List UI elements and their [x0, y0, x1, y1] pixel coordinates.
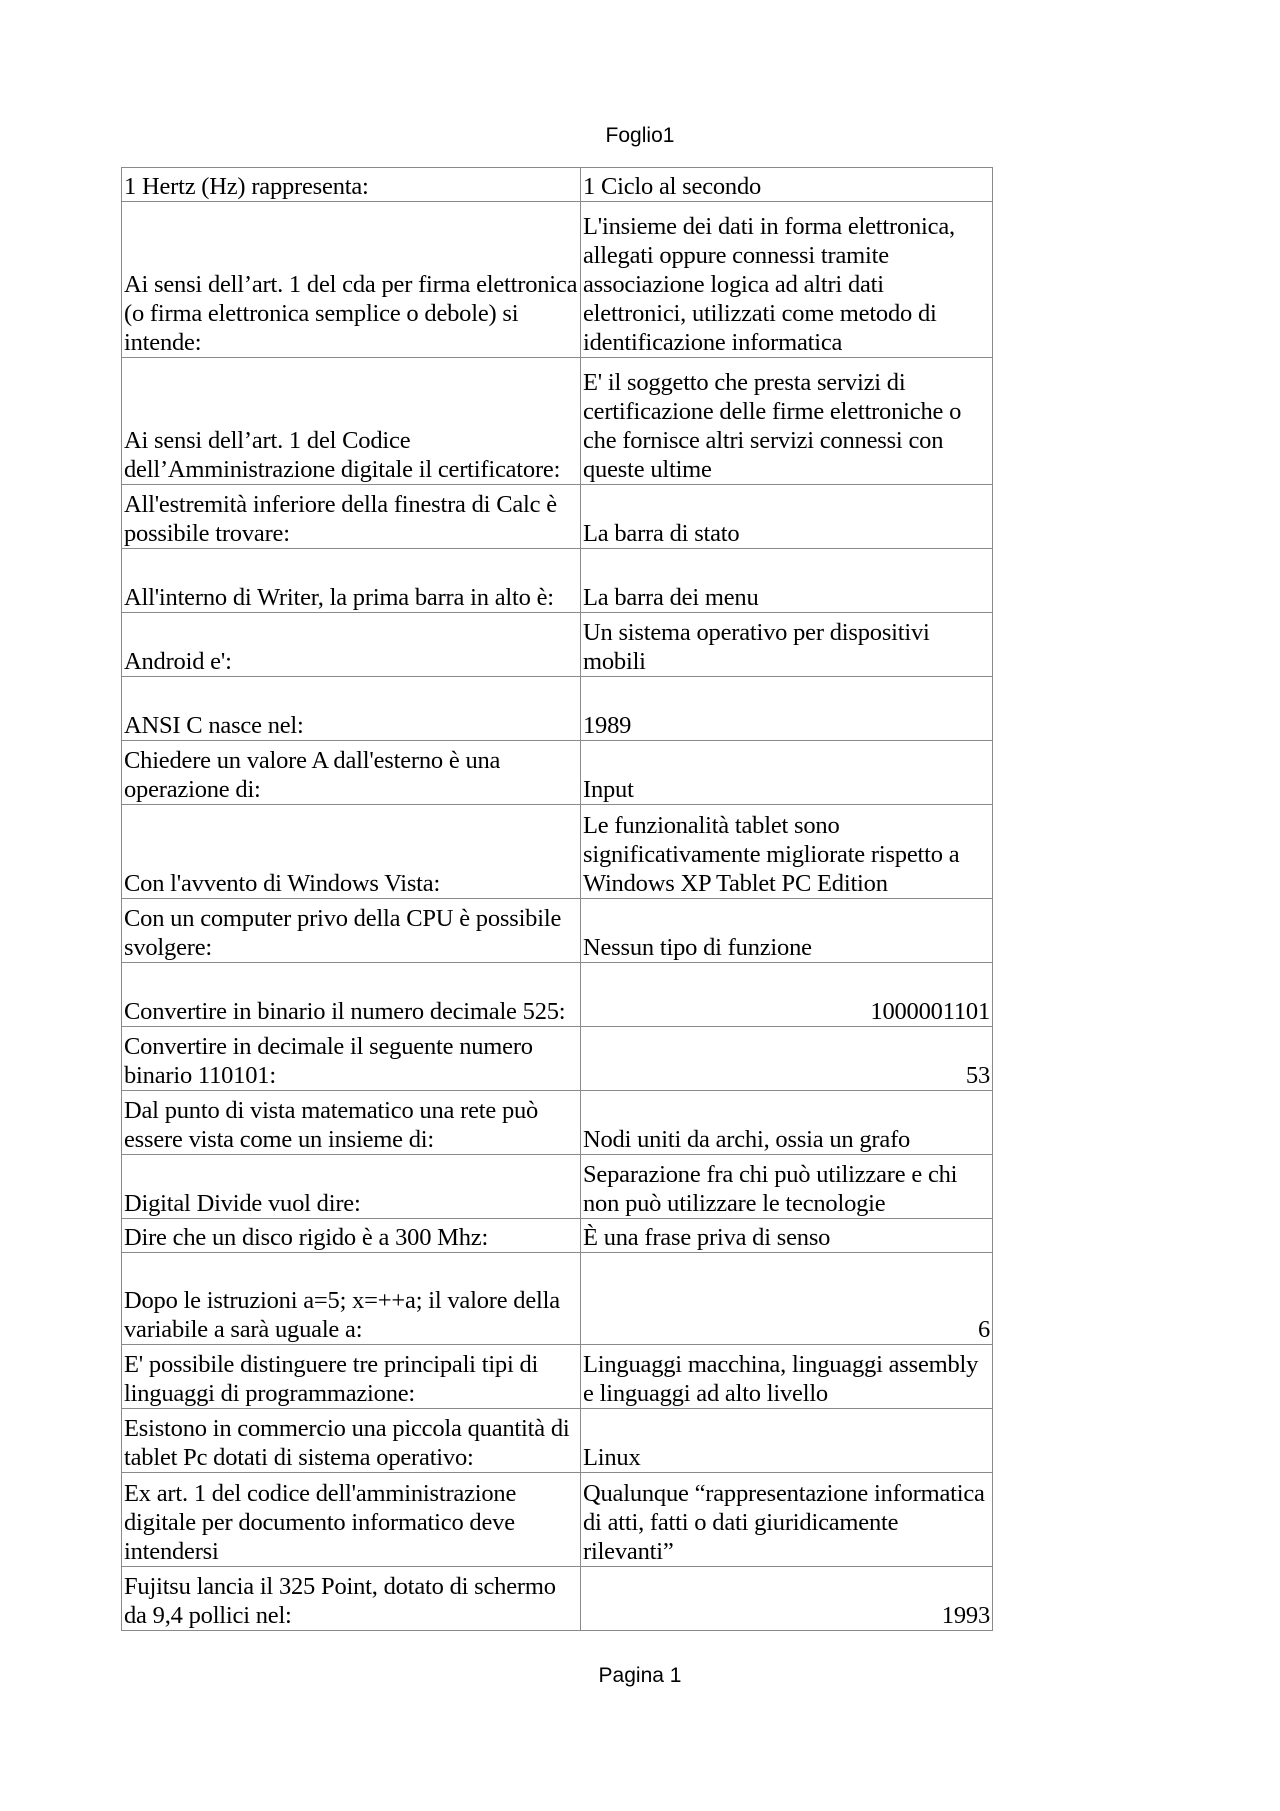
table-row: [122, 963, 993, 1027]
question-cell: All'estremità inferiore della finestra di Calc è possibile trovare:: [122, 485, 581, 549]
answer-cell: Un sistema operativo per dispositivi mobili: [581, 613, 993, 677]
table-row: [122, 1567, 993, 1631]
question-cell: 1 Hertz (Hz) rappresenta:: [122, 168, 581, 202]
table-row: [122, 549, 993, 613]
question-cell: Ai sensi dell’art. 1 del cda per firma elettronica (o firma elettronica semplice o debole) si intende:: [122, 202, 581, 358]
question-cell: Convertire in binario il numero decimale 525:: [122, 963, 581, 1027]
question-cell: Convertire in decimale il seguente numero binario 110101:: [122, 1027, 581, 1091]
answer-cell: 1000001101: [581, 963, 993, 1027]
answer-cell: Linguaggi macchina, linguaggi assembly e linguaggi ad alto livello: [581, 1345, 993, 1409]
table-row: [122, 1253, 993, 1345]
answer-cell: 6: [581, 1253, 993, 1345]
table-row: [122, 1473, 993, 1567]
answer-cell: La barra dei menu: [581, 549, 993, 613]
answer-cell: Separazione fra chi può utilizzare e chi non può utilizzare le tecnologie: [581, 1155, 993, 1219]
spreadsheet-table: [121, 167, 993, 1631]
table-row: [122, 202, 993, 358]
question-cell: Fujitsu lancia il 325 Point, dotato di schermo da 9,4 pollici nel:: [122, 1567, 581, 1631]
question-cell: Con l'avvento di Windows Vista:: [122, 805, 581, 899]
table-row: [122, 1409, 993, 1473]
question-cell: Chiedere un valore A dall'esterno è una operazione di:: [122, 741, 581, 805]
answer-cell: 1993: [581, 1567, 993, 1631]
answer-cell: Nessun tipo di funzione: [581, 899, 993, 963]
answer-cell: Input: [581, 741, 993, 805]
question-cell: ANSI C nasce nel:: [122, 677, 581, 741]
table-row: [122, 168, 993, 202]
question-cell: Dal punto di vista matematico una rete può essere vista come un insieme di:: [122, 1091, 581, 1155]
answer-cell: 1989: [581, 677, 993, 741]
answer-cell: Linux: [581, 1409, 993, 1473]
answer-cell: L'insieme dei dati in forma elettronica, allegati oppure connessi tramite associazione logica ad altri dati elettronici, utilizzati come metodo di identificazione informatica: [581, 202, 993, 358]
table-row: [122, 741, 993, 805]
question-cell: Android e':: [122, 613, 581, 677]
question-cell: All'interno di Writer, la prima barra in alto è:: [122, 549, 581, 613]
table-row: [122, 677, 993, 741]
table-row: [122, 485, 993, 549]
answer-cell: 53: [581, 1027, 993, 1091]
table-row: [122, 1091, 993, 1155]
table-row: [122, 1345, 993, 1409]
question-cell: Con un computer privo della CPU è possibile svolgere:: [122, 899, 581, 963]
answer-cell: Qualunque “rappresentazione informatica di atti, fatti o dati giuridicamente rilevanti”: [581, 1473, 993, 1567]
table-row: [122, 1155, 993, 1219]
answer-cell: Nodi uniti da archi, ossia un grafo: [581, 1091, 993, 1155]
page-number-footer: Pagina 1: [598, 1664, 682, 1687]
table-row: [122, 1027, 993, 1091]
question-cell: Ex art. 1 del codice dell'amministrazione digitale per documento informatico deve intendersi: [122, 1473, 581, 1567]
answer-cell: Le funzionalità tablet sono significativamente migliorate rispetto a Windows XP Tablet PC Edition: [581, 805, 993, 899]
answer-cell: La barra di stato: [581, 485, 993, 549]
table-row: [122, 805, 993, 899]
table-row: [122, 358, 993, 485]
question-cell: Ai sensi dell’art. 1 del Codice dell’Amministrazione digitale il certificatore:: [122, 358, 581, 485]
question-cell: Esistono in commercio una piccola quantità di tablet Pc dotati di sistema operativo:: [122, 1409, 581, 1473]
sheet-name-header: Foglio1: [605, 124, 675, 147]
table-row: [122, 613, 993, 677]
question-cell: E' possibile distinguere tre principali tipi di linguaggi di programmazione:: [122, 1345, 581, 1409]
question-cell: Digital Divide vuol dire:: [122, 1155, 581, 1219]
question-cell: Dire che un disco rigido è a 300 Mhz:: [122, 1219, 581, 1253]
question-cell: Dopo le istruzioni a=5; x=++a; il valore della variabile a sarà uguale a:: [122, 1253, 581, 1345]
answer-cell: È una frase priva di senso: [581, 1219, 993, 1253]
table-row: [122, 1219, 993, 1253]
answer-cell: E' il soggetto che presta servizi di certificazione delle firme elettroniche o che fornisce altri servizi connessi con queste ultime: [581, 358, 993, 485]
table-row: [122, 899, 993, 963]
answer-cell: 1 Ciclo al secondo: [581, 168, 993, 202]
